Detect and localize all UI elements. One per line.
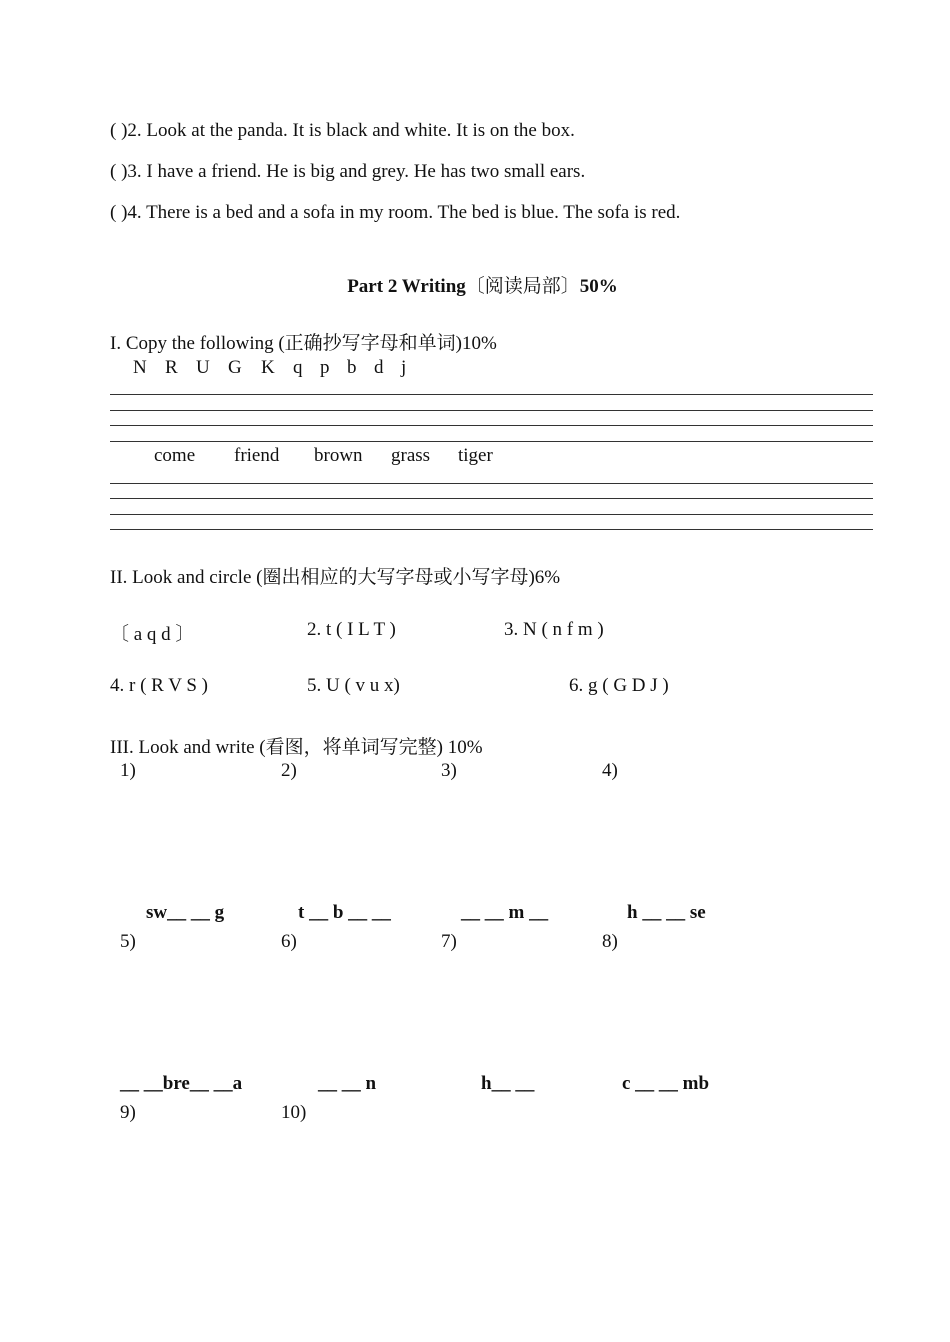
- reading-item-text: 4. There is a bed and a sofa in my room. The bed is blue. The sofa is red.: [127, 202, 681, 223]
- fill-word[interactable]: sw__ __ g: [146, 902, 225, 923]
- item-number: 10): [281, 1102, 307, 1123]
- copy-word: grass: [391, 445, 431, 466]
- item-number: 7): [441, 931, 457, 952]
- section3-heading: III. Look and write (看图，将单词写完整) 10%: [110, 737, 483, 758]
- circle-item-6[interactable]: 6. g ( G D J ): [569, 675, 669, 696]
- writing-line[interactable]: [110, 529, 873, 530]
- fill-word[interactable]: t __ b __ __: [298, 902, 391, 923]
- answer-paren[interactable]: ( ): [110, 202, 128, 223]
- fill-word[interactable]: h __ __ se: [627, 902, 706, 923]
- copy-word: brown: [314, 445, 363, 466]
- letter: U: [196, 357, 210, 378]
- reading-item-2: [110, 120, 575, 142]
- writing-line[interactable]: [110, 441, 873, 442]
- fill-word[interactable]: __ __ n: [318, 1073, 377, 1094]
- letter: N: [133, 357, 147, 378]
- letter: p: [320, 357, 330, 378]
- letter: q: [293, 357, 303, 378]
- fill-word[interactable]: __ __bre__ __a: [120, 1073, 243, 1094]
- part2-title-cn: 〔阅读局部〕: [465, 276, 580, 297]
- writing-line[interactable]: [110, 483, 873, 484]
- fill-word[interactable]: h__ __: [481, 1073, 535, 1094]
- copy-word: friend: [234, 445, 280, 466]
- fill-word[interactable]: __ __ m __: [461, 902, 549, 923]
- letter: R: [165, 357, 178, 378]
- item-number: 3): [441, 760, 457, 781]
- reading-item-3: [110, 161, 585, 183]
- section1-heading: I. Copy the following (正确抄写字母和单词)10%: [110, 333, 497, 354]
- letter: b: [347, 357, 357, 378]
- section2-heading: II. Look and circle (圈出相应的大写字母或小写字母)6%: [110, 567, 561, 588]
- part2-title-en: Part 2 Writing: [347, 276, 466, 297]
- writing-line[interactable]: [110, 514, 873, 515]
- writing-line[interactable]: [110, 425, 873, 426]
- letter: j: [401, 357, 407, 378]
- writing-line[interactable]: [110, 394, 873, 395]
- fill-word[interactable]: c __ __ mb: [622, 1073, 710, 1094]
- reading-item-4: [110, 202, 680, 224]
- item-number: 6): [281, 931, 297, 952]
- copy-word: come: [154, 445, 196, 466]
- item-number: 9): [120, 1102, 136, 1123]
- answer-paren[interactable]: ( ): [110, 161, 128, 182]
- answer-paren[interactable]: ( ): [110, 120, 128, 141]
- writing-line[interactable]: [110, 498, 873, 499]
- letter: G: [228, 357, 242, 378]
- item-number: 2): [281, 760, 297, 781]
- copy-word: tiger: [458, 445, 493, 466]
- circle-item-4[interactable]: 4. r ( R V S ): [110, 675, 209, 696]
- circle-item-5[interactable]: 5. U ( v u x): [307, 675, 400, 696]
- circle-item-2[interactable]: 2. t ( I L T ): [307, 619, 396, 640]
- reading-item-text: 3. I have a friend. He is big and grey. He has two small ears.: [127, 161, 586, 182]
- circle-item-3[interactable]: 3. N ( n f m ): [504, 619, 604, 640]
- item-number: 5): [120, 931, 136, 952]
- item-number: 8): [602, 931, 618, 952]
- letter: d: [374, 357, 384, 378]
- letter: K: [261, 357, 275, 378]
- item-number: 1): [120, 760, 136, 781]
- reading-item-text: 2. Look at the panda. It is black and white. It is on the box.: [127, 120, 575, 141]
- part2-title-pct: 50%: [579, 276, 618, 297]
- part2-title: [0, 271, 950, 298]
- circle-item-1[interactable]: 〔 a q d 〕: [110, 624, 195, 645]
- item-number: 4): [602, 760, 618, 781]
- writing-line[interactable]: [110, 410, 873, 411]
